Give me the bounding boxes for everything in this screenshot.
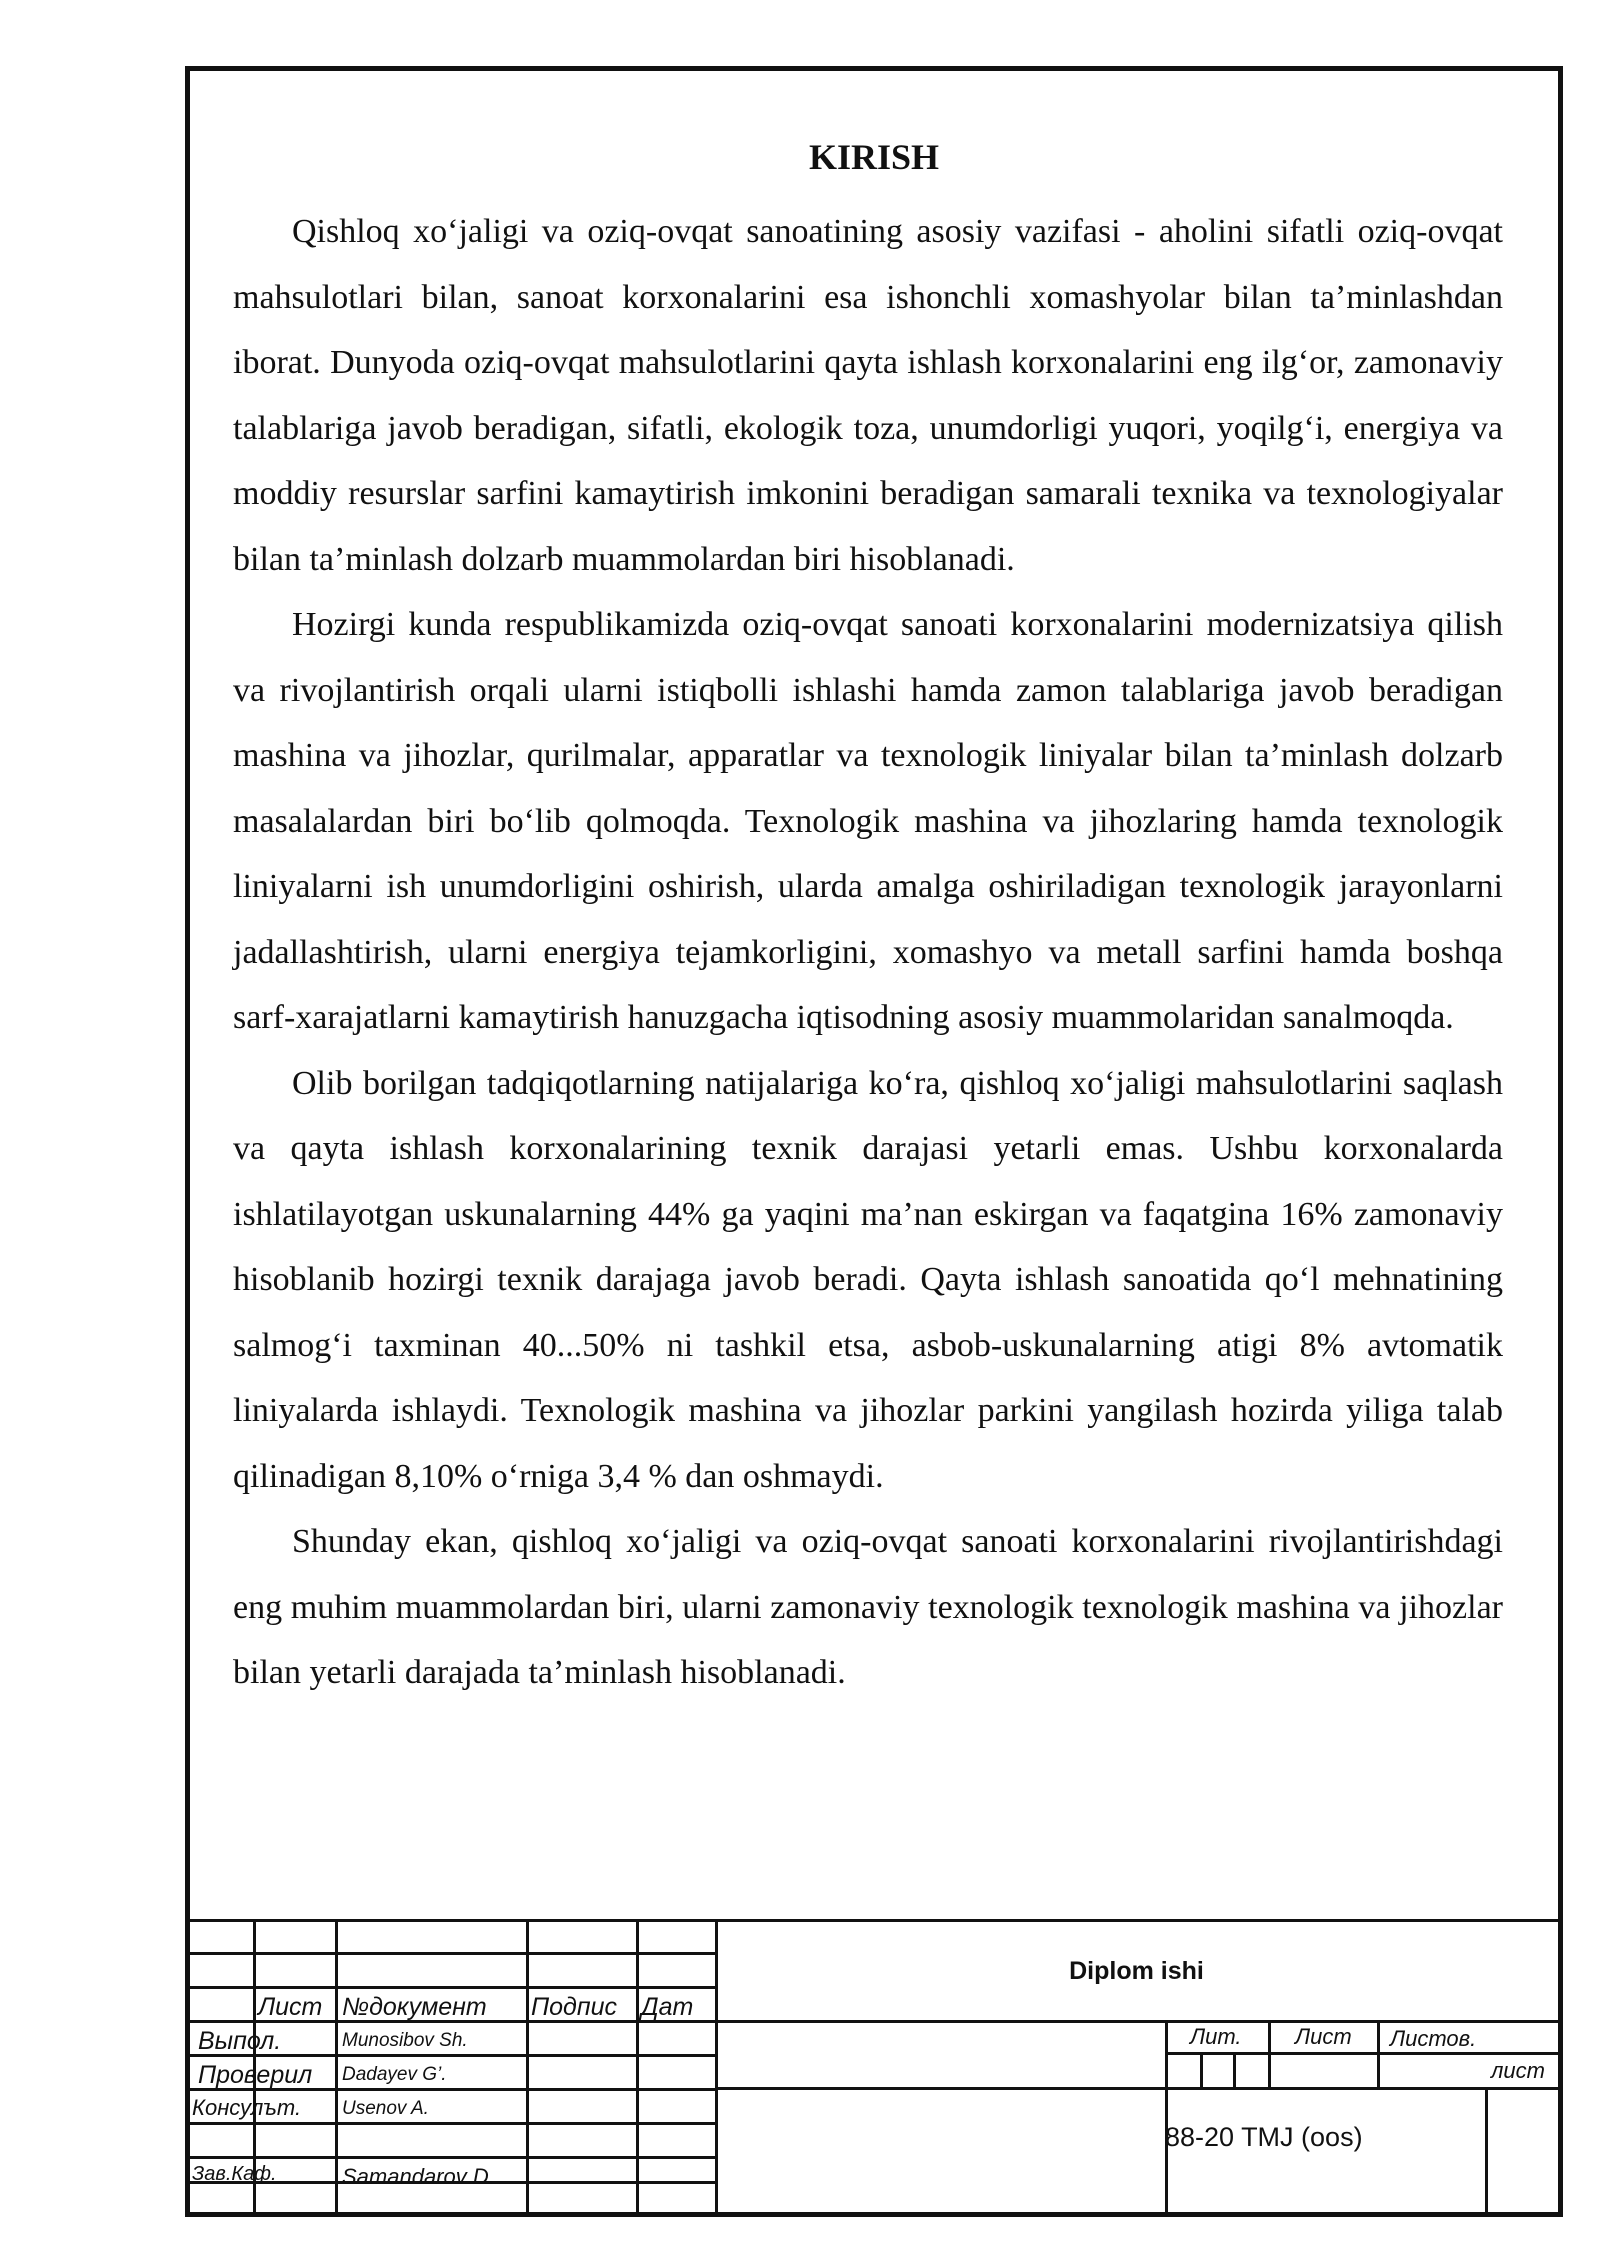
sheet-label: Лист xyxy=(1295,2024,1352,2049)
sheets-label: Листов. xyxy=(1390,2026,1477,2051)
page-title: KIRISH xyxy=(808,137,940,177)
stamp-line xyxy=(1233,2052,1236,2087)
stamp-line xyxy=(526,1919,529,2217)
role-executed: Выпол. xyxy=(198,2027,282,2055)
role-consultant: Консулът. xyxy=(192,2095,302,2120)
body-text xyxy=(233,199,1503,1706)
stamp-line xyxy=(190,1919,1558,1922)
header-signature: Подпис xyxy=(531,1993,617,2021)
stamp-line xyxy=(1165,2052,1558,2055)
name-checked: Dadayev G’. xyxy=(342,2064,447,2085)
stamp-line xyxy=(636,1919,639,2217)
title-block xyxy=(190,1919,1558,2217)
stamp-line xyxy=(1165,2020,1168,2217)
stamp-line xyxy=(1268,2020,1271,2087)
document-title: Diplom ishi xyxy=(1069,1957,1204,1985)
name-executed: Munosibov Sh. xyxy=(342,2030,468,2051)
name-head-dept: Samandarov D. xyxy=(342,2164,495,2189)
paragraph-2: Hozirgi kunda respublikamizda oziq-ovqat sanoati korxonalarini modernizatsiya qilish va rivojlantirish orqali ularni istiqbolli ishlashi hamda zamon talablariga javob beradigan mashina va jihozlar, qurilmalar, apparatlar va texnologik liniyalar bilan ta’minlash dolzarb masalalardan biri bo‘lib qolmoqda. Texnologik mashina va jihozlaring hamda texnologik liniyalarni ish unumdorligini oshirish, ularda amalga oshiriladigan texnologik jarayonlarni jadallashtirish, ularni energiya tejamkorligini, xomashyo va metall sarfini hamda boshqa sarf-xarajatlarni kamaytirish hanuzgacha iqtisodning asosiy muammolaridan sanalmoqda. xyxy=(233,606,1503,1036)
header-sheet: Лист xyxy=(258,1993,323,2021)
sheet-small-label: лист xyxy=(1491,2058,1545,2083)
stamp-line xyxy=(1200,2052,1203,2087)
stamp-line xyxy=(335,1919,338,2217)
lit-label: Лит. xyxy=(1190,2024,1242,2049)
name-consultant: Usenov A. xyxy=(342,2098,429,2119)
paragraph-1: Qishloq xo‘jaligi va oziq-ovqat sanoatining asosiy vazifasi - aholini sifatli oziq-ovqat mahsulotlari bilan, sanoat korxonalarini esa ishonchli xomashyolar bilan ta’minlashdan iborat. Dunyoda oziq-ovqat mahsulotlarini qayta ishlash korxonalarini eng ilg‘or, zamonaviy talablariga javob beradigan, sifatli, ekologik toza, unumdorligi yuqori, yoqilg‘i, energiya va moddiy resurslar sarfini kamaytirish imkonini beradigan samarali texnika va texnologiyalar bilan ta’minlash dolzarb muammolardan biri hisoblanadi. xyxy=(233,213,1503,578)
document-code: 88-20 TMJ (oos) xyxy=(1165,2122,1363,2152)
stamp-line xyxy=(1377,2020,1380,2087)
stamp-line xyxy=(715,2087,1558,2090)
stamp-line xyxy=(1485,2087,1558,2090)
stamp-line xyxy=(1485,2087,1488,2217)
paragraph-3: Olib borilgan tadqiqotlarning natijalariga ko‘ra, qishloq xo‘jaligi mahsulotlarini saqlash va qayta ishlash korxonalarining texnik darajasi yetarli emas. Ushbu korxonalarda ishlatilayotgan uskunalarning 44% ga yaqini ma’nan eskirgan va faqatgina 16% zamonaviy hisoblanib hozirgi texnik darajaga javob beradi. Qayta ishlash sanoatida qo‘l mehnatining salmog‘i taxminan 40...50% ni tashkil etsa, asbob-uskunalarning atigi 8% avtomatik liniyalarda ishlaydi. Texnologik mashina va jihozlar parkini yangilash hozirda yiliga talab qilinadigan 8,10% o‘rniga 3,4 % dan oshmaydi. xyxy=(233,1064,1503,1495)
paragraph-4: Shunday ekan, qishloq xo‘jaligi va oziq-ovqat sanoati korxonalarini rivojlantirishdagi eng muhim muammolardan biri, ularni zamonaviy texnologik texnologik mashina va jihozlar bilan yetarli darajada ta’minlash hisoblanadi. xyxy=(233,1523,1503,1691)
header-date: Дат xyxy=(641,1993,694,2021)
header-doc-no: №документ xyxy=(342,1993,487,2021)
role-head-dept: Зав.Каф. xyxy=(192,2163,277,2185)
page-frame xyxy=(185,66,1563,2217)
role-checked: Проверил xyxy=(198,2061,313,2089)
